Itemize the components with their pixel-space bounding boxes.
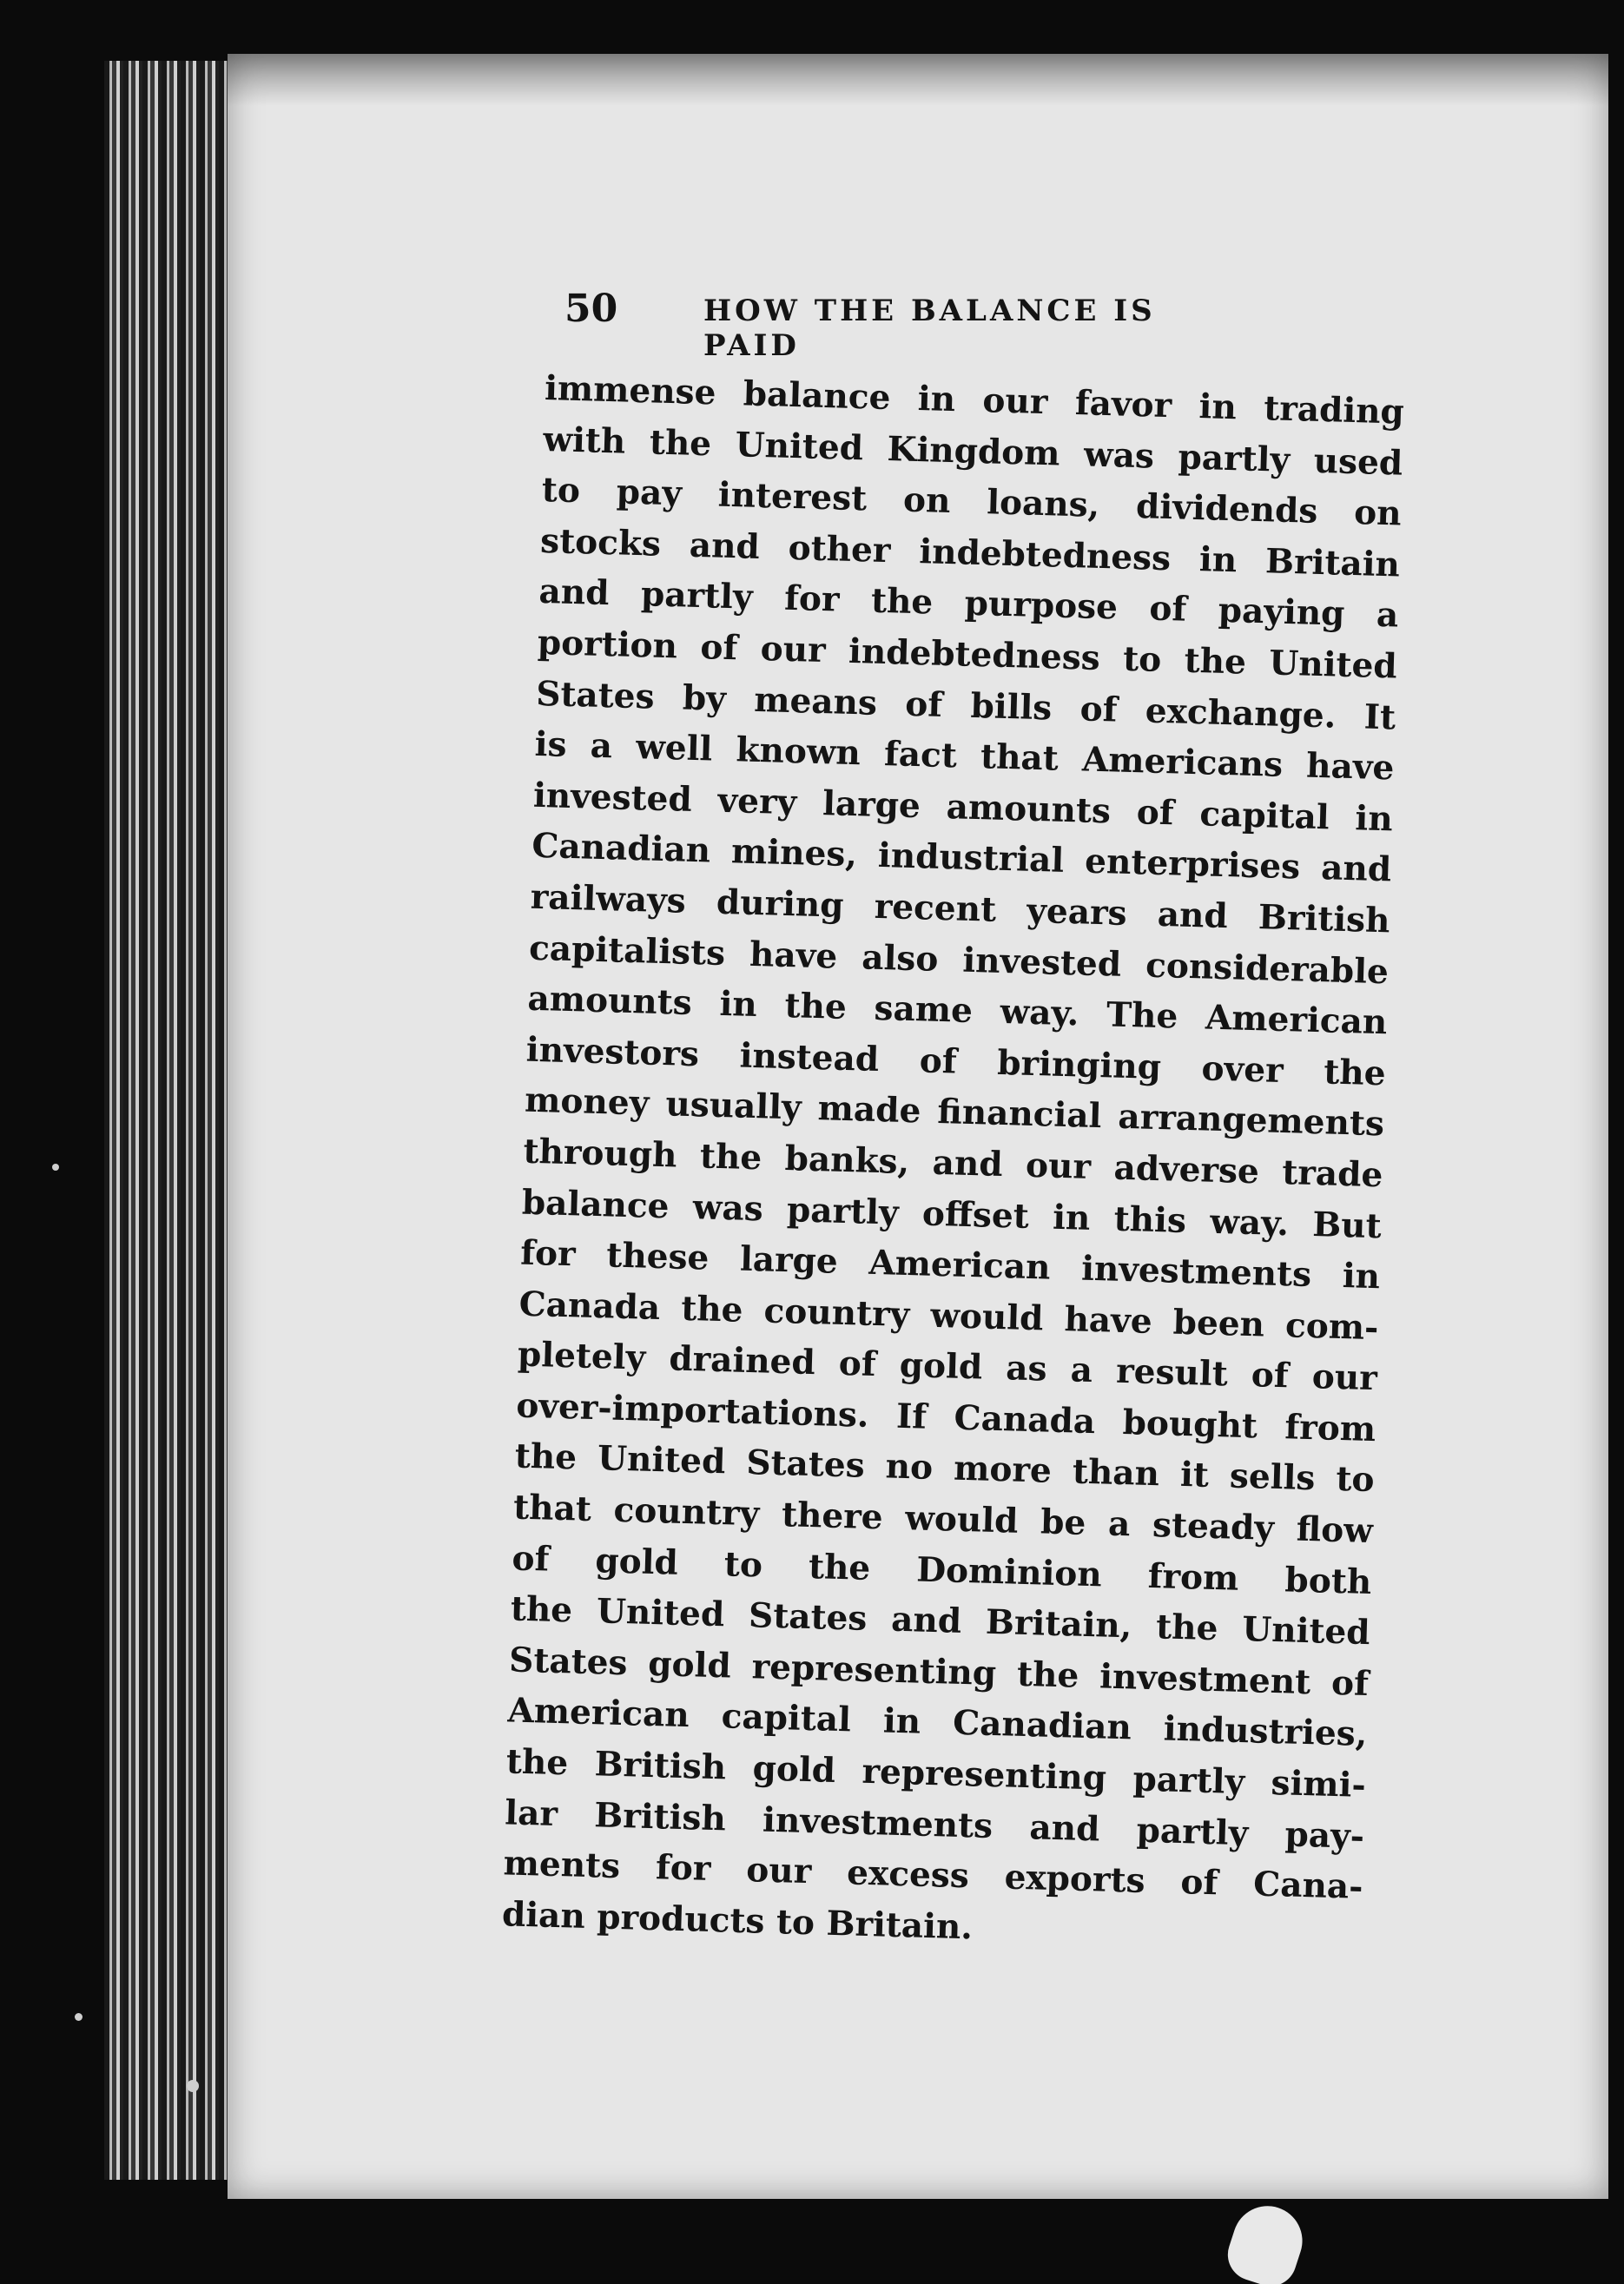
- text-line: over-importations. If Canada bought from: [515, 1385, 1376, 1450]
- text-line: portion of our indebtedness to the United: [537, 622, 1398, 687]
- text-line: amounts in the same way. The American: [526, 978, 1388, 1043]
- text-line: is a well known fact that Americans have: [534, 723, 1395, 789]
- text-line: the United States and Britain, the United: [510, 1588, 1371, 1654]
- text-line: railways during recent years and British: [530, 876, 1391, 941]
- text-line: the United States no more than it sells to: [514, 1436, 1376, 1501]
- page-number: 50: [564, 287, 618, 331]
- text-line: Canadian mines, industrial enterprises and: [531, 826, 1392, 890]
- text-line: balance was partly offset in this way. But: [521, 1182, 1383, 1246]
- text-line: for these large American investments in: [519, 1232, 1381, 1297]
- body-text: [501, 363, 1404, 1964]
- text-line: pletely drained of gold as a result of our: [517, 1334, 1378, 1399]
- text-line: that country there would be a steady flow: [512, 1487, 1374, 1552]
- text-line: ments for our excess exports of Cana-: [503, 1843, 1364, 1908]
- text-line: money usually made financial arrangements: [524, 1079, 1385, 1145]
- dust-speck: [75, 2013, 83, 2021]
- text-line: capitalists have also invested considerable: [528, 927, 1390, 992]
- text-line: invested very large amounts of capital in: [532, 775, 1394, 840]
- book-page-edges: [104, 61, 243, 2180]
- text-line: to pay interest on loans, dividends on: [541, 470, 1403, 534]
- text-line: States by means of bills of exchange. It: [535, 673, 1396, 738]
- text-line: investors instead of bringing over the: [525, 1029, 1387, 1094]
- dust-speck: [52, 1164, 59, 1171]
- text-line: the British gold representing partly simi-: [505, 1741, 1367, 1806]
- text-line: lar British investments and partly pay-: [504, 1792, 1365, 1857]
- text-line: Canada the country would have been com-: [518, 1284, 1379, 1348]
- page-header: [564, 287, 1259, 363]
- text-line: immense balance in our favor in trading: [544, 367, 1405, 432]
- text-line: dian products to Britain.: [501, 1894, 974, 1948]
- dust-speck: [187, 2080, 199, 2092]
- scan-artifact: [1221, 2197, 1311, 2284]
- page-top-shadow: [228, 54, 1608, 106]
- text-line: with the United Kingdom was partly used: [542, 419, 1403, 484]
- text-line: stocks and other indebtedness in Britain: [539, 520, 1401, 585]
- text-line: through the banks, and our adverse trade: [523, 1131, 1383, 1196]
- text-line: and partly for the purpose of paying a: [538, 571, 1399, 636]
- text-line: of gold to the Dominion from both: [511, 1538, 1372, 1602]
- running-head: HOW THE BALANCE IS PAID: [703, 294, 1156, 363]
- text-line: American capital in Canadian industries,: [507, 1690, 1368, 1755]
- text-line: States gold representing the investment of: [508, 1640, 1370, 1704]
